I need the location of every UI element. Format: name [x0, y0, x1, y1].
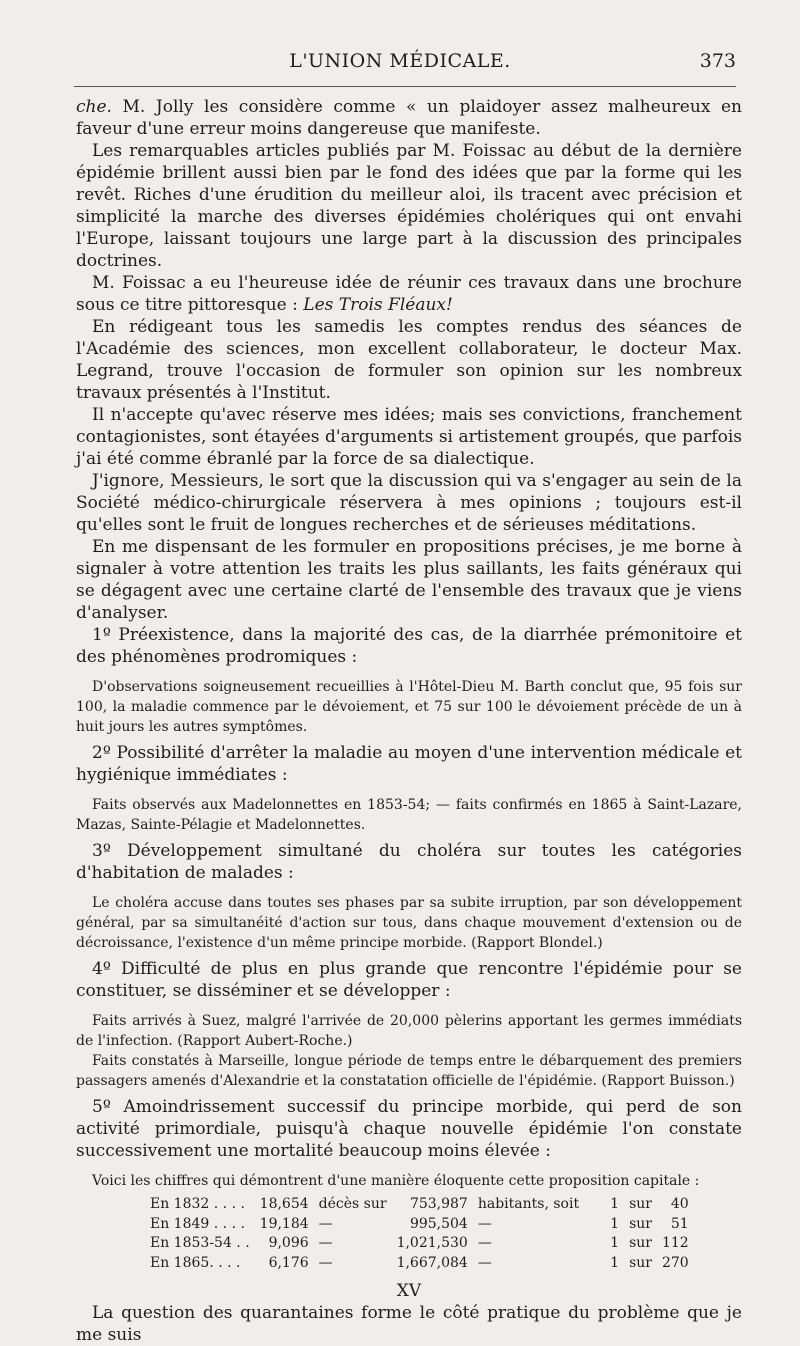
proposition-3-note: Le choléra accuse dans toutes ses phases par sa subite irruption, par son développement général, par sa simultanéité d'action sur tous, dans chaque mouvement d'extension ou de décroissance, l'existence d'un même principe morbide. (Rapport Blondel.) [76, 895, 742, 951]
deaths-label-cell: — [318, 1215, 333, 1232]
deaths-label-cell: — [318, 1254, 333, 1271]
continued-word: che. [76, 97, 112, 117]
one-cell: 1 [610, 1235, 620, 1251]
page-number: 373 [699, 50, 736, 72]
population-label-cell: habitants, soit [477, 1196, 580, 1212]
one-cell: 1 [610, 1196, 620, 1212]
mortality-table [150, 1195, 699, 1273]
sur-cell: sur [629, 1196, 652, 1212]
sur-cell: sur [629, 1235, 652, 1251]
proposition-4-note-2: Faits constatés à Marseille, longue période de temps entre le débarquement des premiers passagers amenés d'Alexandrie et la constatation officielle de l'épidémie. (Rapport Buisson.) [76, 1053, 742, 1089]
section-first-line: La question des quarantaines forme le côté pratique du problème que je me suis [76, 1303, 742, 1345]
proposition-4-note-1: Faits arrivés à Suez, malgré l'arrivée de 20,000 pèlerins apportant les germes immédiats de l'infection. (Rapport Aubert-Roche.) [76, 1013, 742, 1049]
page-body [76, 96, 742, 1346]
population-cell: 1,021,530 [396, 1235, 468, 1251]
proposition-1: 1º Préexistence, dans la majorité des cas, de la diarrhée prémonitoire et des phénomènes prodromiques : [76, 625, 742, 667]
population-cell: 753,987 [409, 1196, 468, 1212]
ratio-cell: 51 [670, 1215, 689, 1232]
book-title: Les Trois Fléaux! [303, 295, 453, 315]
sur-cell: sur [629, 1254, 652, 1271]
paragraph: Il n'accepte qu'avec réserve mes idées; mais ses convictions, franchement contagionistes, sont étayées d'arguments si artistement groupés, que parfois j'ai été comme ébranlé par la force de sa dialectique. [76, 405, 742, 469]
paragraph: En me dispensant de les formuler en propositions précises, je me borne à signaler à votre attention les traits les plus saillants, les faits généraux qui se dégagent avec une certaine clarté de l'ensemble des travaux que je viens d'analyser. [76, 537, 742, 623]
page-header [0, 50, 800, 80]
paragraph: J'ignore, Messieurs, le sort que la discussion qui va s'engager au sein de la Société médico-chirurgicale réservera à mes opinions ; toujours est-il qu'elles sont le fruit de longues recherches et de sérieuses méditations. [76, 471, 742, 535]
population-label-cell: — [477, 1215, 492, 1232]
deaths-cell: 18,654 [259, 1196, 309, 1212]
paragraph-text: M. Foissac a eu l'heureuse idée de réunir ces travaux dans une brochure sous ce titre pittoresque : [76, 273, 742, 315]
proposition-4: 4º Difficulté de plus en plus grande que rencontre l'épidémie pour se constituer, se disséminer et se développer : [76, 959, 742, 1001]
proposition-3: 3º Développement simultané du choléra sur toutes les catégories d'habitation de malades : [76, 841, 742, 883]
ratio-cell: 270 [661, 1254, 689, 1271]
one-cell: 1 [610, 1254, 620, 1271]
population-cell: 995,504 [409, 1215, 468, 1232]
paragraph: Les remarquables articles publiés par M. Foissac au début de la dernière épidémie brillent aussi bien par le fond des idées que par la forme qui les revêt. Riches d'une érudition du meilleur aloi, ils tracent avec précision et simplicité la marche des diverses épidémies cholériques qui ont envahi l'Europe, laissant toujours une large part à la discussion des principales doctrines. [76, 141, 742, 271]
population-label-cell: — [477, 1254, 492, 1271]
population-label-cell: — [477, 1235, 492, 1251]
deaths-cell: 9,096 [268, 1235, 309, 1251]
deaths-label-cell: décès sur [318, 1196, 387, 1212]
year-cell: En 1853-54 . . [150, 1235, 250, 1251]
table-row [150, 1234, 699, 1254]
paragraph: En rédigeant tous les samedis les comptes rendus des séances de l'Académie des sciences, mon excellent collaborateur, le docteur Max. Legrand, trouve l'occasion de formuler son opinion sur les nombreux travaux présentés à l'Institut. [76, 317, 742, 403]
table-row [150, 1215, 699, 1235]
year-cell: En 1832 . . . . [150, 1196, 245, 1212]
proposition-2-note: Faits observés aux Madelonnettes en 1853-54; — faits confirmés en 1865 à Saint-Lazare, Mazas, Sainte-Pélagie et Madelonnettes. [76, 797, 742, 833]
deaths-cell: 6,176 [268, 1254, 309, 1271]
running-title: L'UNION MÉDICALE. [289, 50, 511, 72]
ratio-cell: 112 [661, 1235, 689, 1251]
proposition-5: 5º Amoindrissement successif du principe morbide, qui perd de son activité primordiale, puisqu'à chaque nouvelle épidémie l'on constate successivement une mortalité beaucoup moins élevée : [76, 1097, 742, 1161]
proposition-5-intro: Voici les chiffres qui démontrent d'une manière éloquente cette proposition capitale : [92, 1173, 700, 1189]
year-cell: En 1865. . . . [150, 1254, 241, 1271]
population-cell: 1,667,084 [396, 1254, 468, 1271]
proposition-2: 2º Possibilité d'arrêter la maladie au moyen d'une intervention médicale et hygiénique immédiates : [76, 743, 742, 785]
header-rule [74, 86, 736, 87]
year-cell: En 1849 . . . . [150, 1215, 245, 1232]
deaths-label-cell: — [318, 1235, 333, 1251]
section-number: XV [396, 1281, 422, 1301]
paragraph-text: M. Jolly les considère comme « un plaidoyer assez malheureux en faveur d'une erreur moins dangereuse que manifeste. [76, 97, 742, 139]
table-row [150, 1254, 699, 1274]
paragraph [76, 272, 742, 316]
ratio-cell: 40 [670, 1196, 689, 1212]
proposition-1-note: D'observations soigneusement recueillies à l'Hôtel-Dieu M. Barth conclut que, 95 fois sur 100, la maladie commence par le dévoiement, et 75 sur 100 le dévoiement précède de un à huit jours les autres symptômes. [76, 679, 742, 735]
sur-cell: sur [629, 1215, 652, 1232]
paragraph [76, 96, 742, 140]
table-row [150, 1195, 699, 1215]
deaths-cell: 19,184 [259, 1215, 309, 1232]
one-cell: 1 [610, 1215, 620, 1232]
